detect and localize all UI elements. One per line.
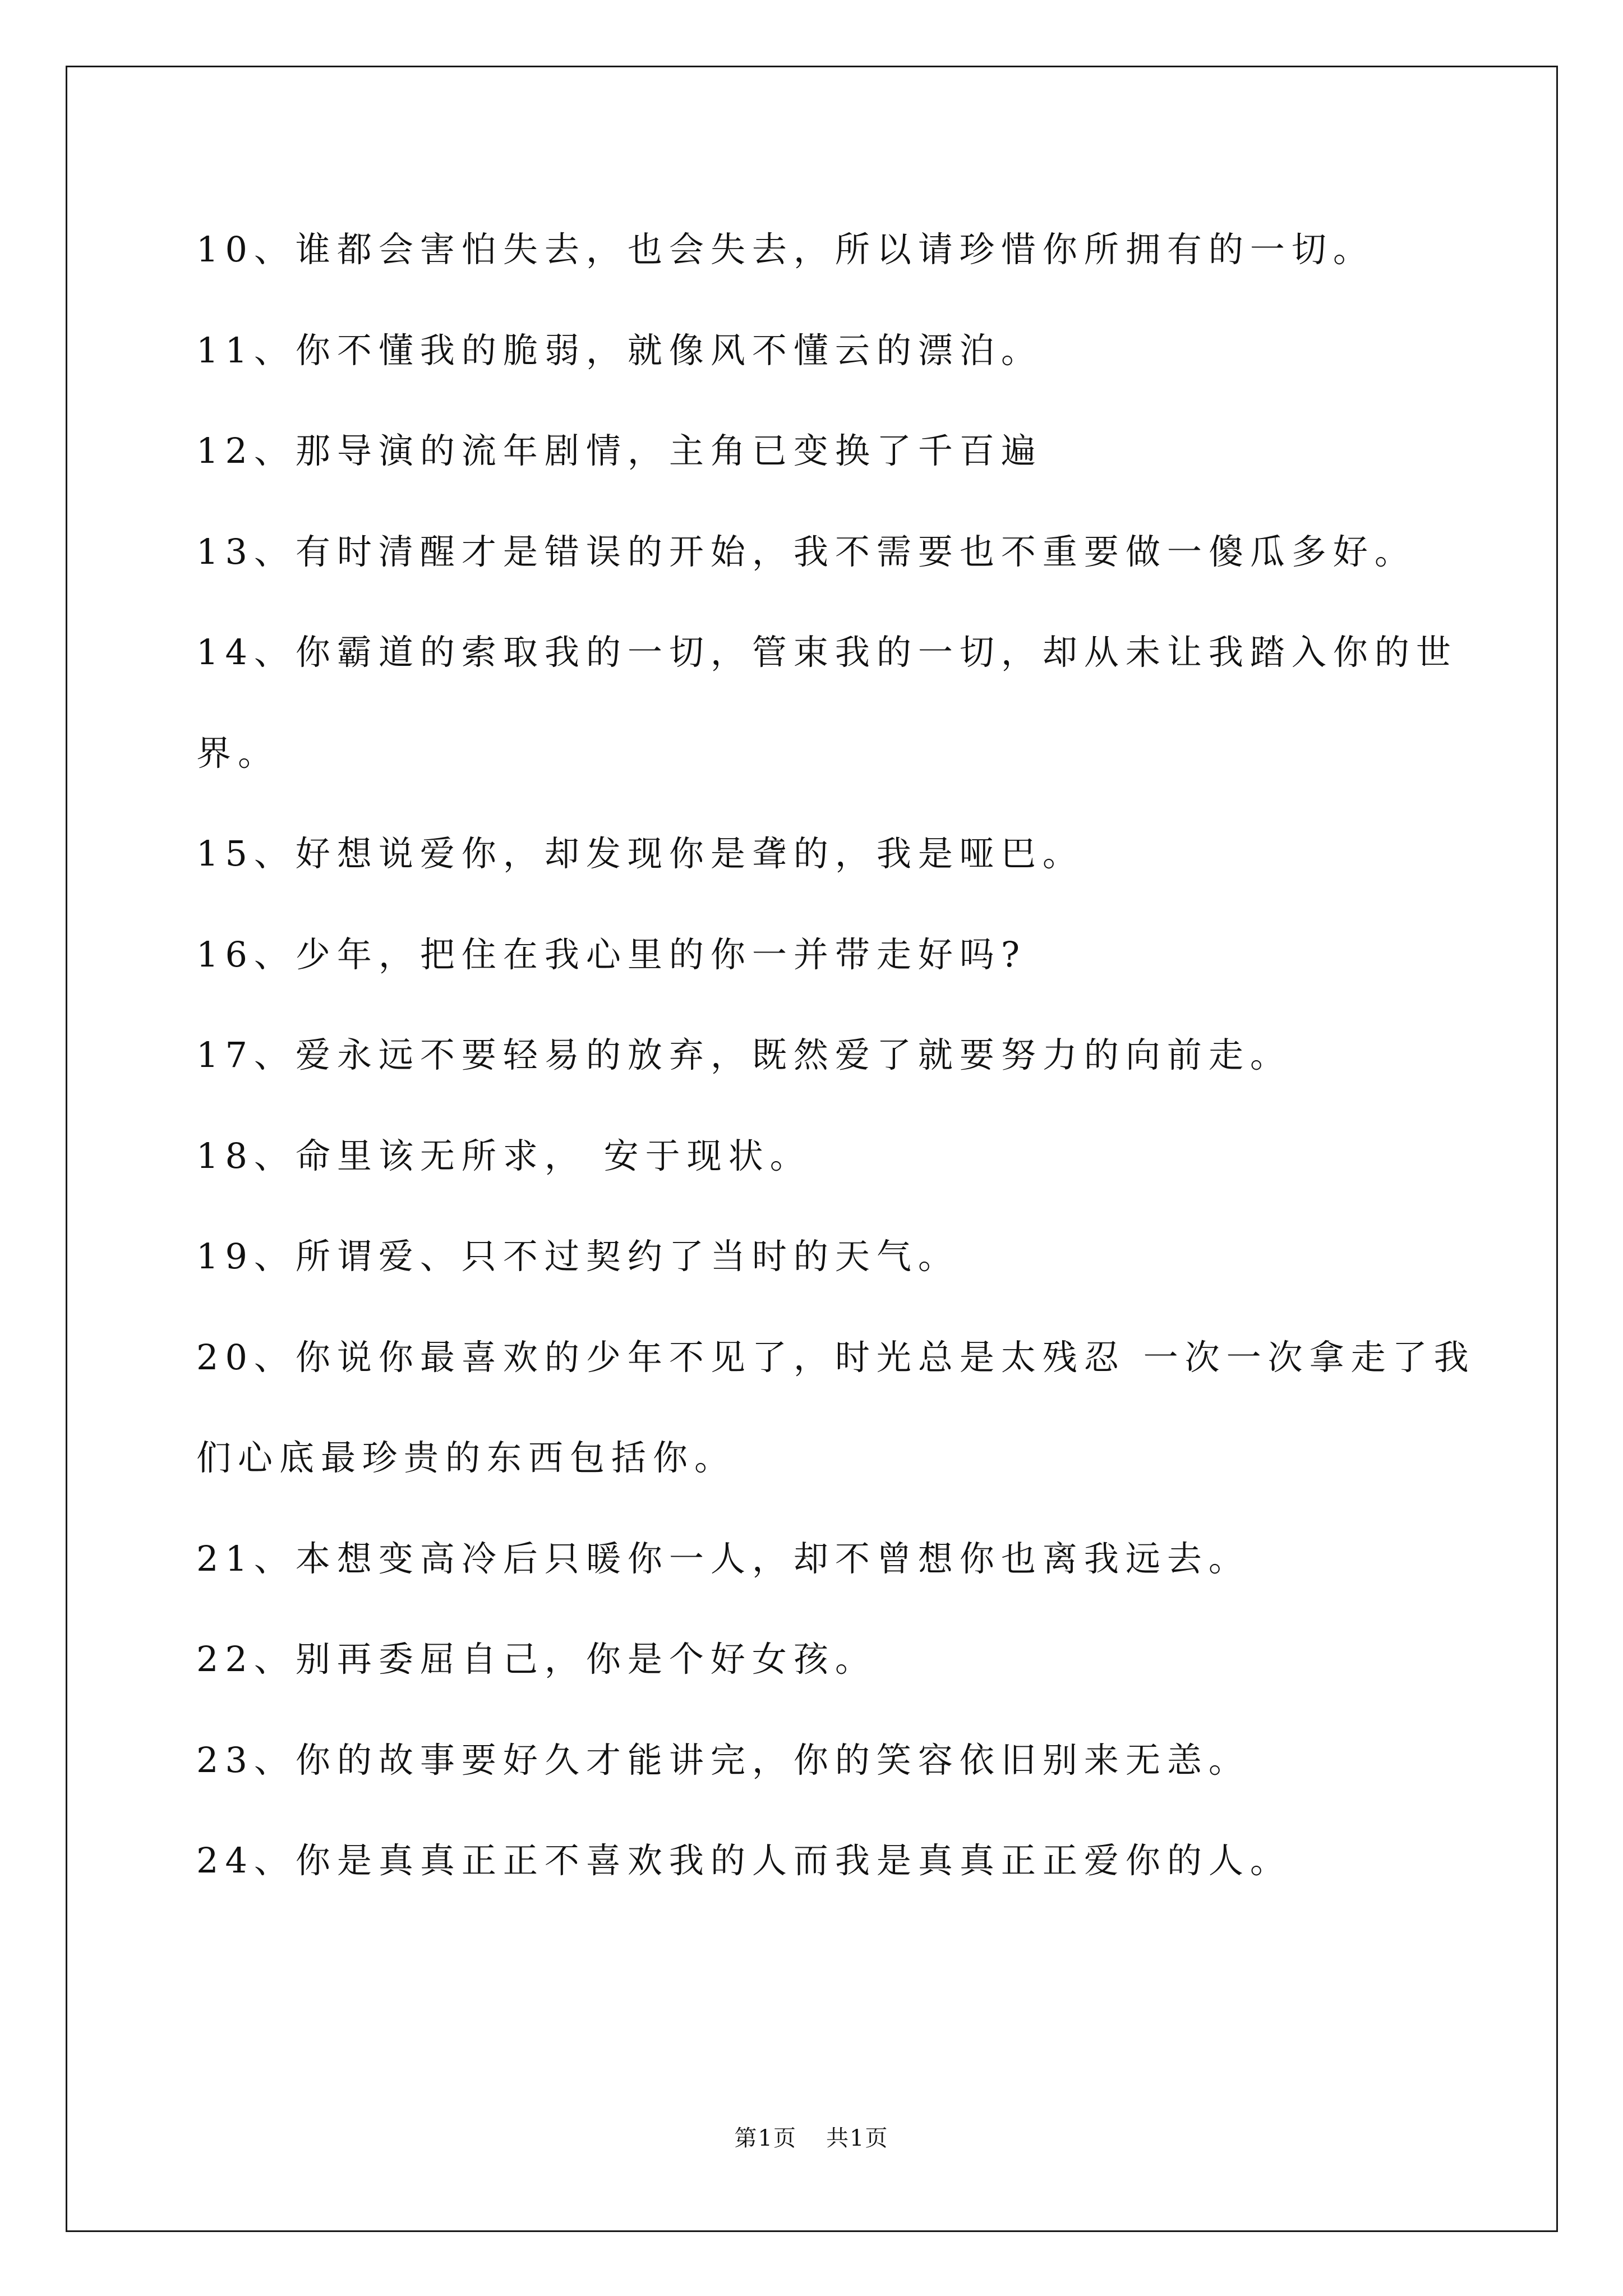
text-line: 14、你霸道的索取我的一切，管束我的一切，却从未让我踏入你的世: [196, 632, 1458, 673]
text-line: 16、少年，把住在我心里的你一并带走好吗?: [196, 933, 1027, 975]
text-line: 11、你不懂我的脆弱，就像风不懂云的漂泊。: [196, 329, 1043, 371]
text-line: 19、所谓爱、只不过契约了当时的天气。: [196, 1236, 960, 1277]
text-line: 18、命里该无所求， 安于现状。: [196, 1135, 811, 1176]
text-line: 13、有时清醒才是错误的开始，我不需要也不重要做一傻瓜多好。: [196, 531, 1416, 572]
text-line: 20、你说你最喜欢的少年不见了，时光总是太残忍 一次一次拿走了我: [196, 1336, 1476, 1378]
text-line: 15、好想说爱你，却发现你是聋的，我是哑巴。: [196, 833, 1084, 874]
page-number: 第1页: [734, 2125, 797, 2151]
text-line: 23、你的故事要好久才能讲完，你的笑容依旧别来无恙。: [196, 1739, 1250, 1780]
text-line: 24、你是真真正正不喜欢我的人而我是真真正正爱你的人。: [196, 1840, 1292, 1881]
document-body: [196, 219, 1476, 1931]
text-line: 12、那导演的流年剧情，主角已变换了千百遍: [196, 430, 1043, 471]
page-count: 共1页: [826, 2125, 889, 2151]
text-line: 们心底最珍贵的东西包括你。: [196, 1437, 736, 1478]
text-line: 界。: [196, 732, 280, 774]
text-line: 10、谁都会害怕失去，也会失去，所以请珍惜你所拥有的一切。: [196, 229, 1375, 270]
text-line: 17、爱永远不要轻易的放弃，既然爱了就要努力的向前走。: [196, 1034, 1292, 1075]
text-line: 22、别再委屈自己，你是个好女孩。: [196, 1639, 877, 1680]
page-footer: [0, 2120, 1623, 2152]
text-line: 21、本想变高冷后只暖你一人，却不曾想你也离我远去。: [196, 1538, 1250, 1579]
